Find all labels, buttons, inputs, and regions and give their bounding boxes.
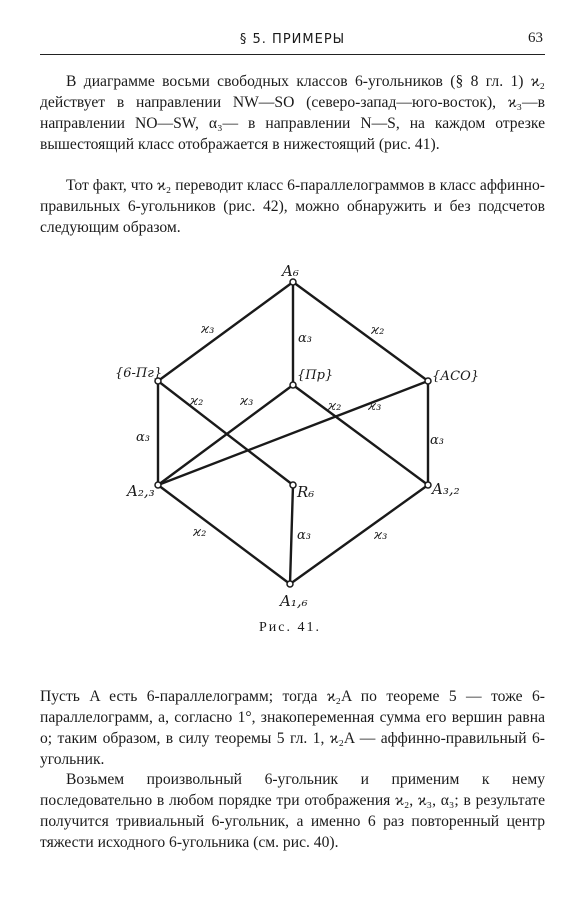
edge-top-right — [293, 282, 428, 381]
header-rule — [40, 54, 545, 55]
figure-caption: Рис. 41. — [259, 620, 321, 635]
paragraph-2 — [40, 175, 545, 238]
node-center-lower — [290, 482, 296, 488]
paragraph-4 — [40, 769, 545, 853]
paragraph-1-text: В диаграмме восьми свободных классов 6-угольников (§ 8 гл. 1) ϰ₂ действует в направлении NW—SO (северо-запад—юго-восток), ϰ₃—в направлении NO—SW, α₃— в направлении N—S, на каждом отрезке вышестоящий класс отображается в нижестоящий (рис. 41). — [40, 73, 545, 153]
edge-label-center-diag-left: ϰ₃ — [240, 394, 254, 409]
paragraph-2-text: Тот факт, что ϰ₂ переводит класс 6-параллелограммов в класс аффинно-правильных 6-угольников (рис. 42), можно обнаружить и без подсчетов следующим образом. — [40, 177, 545, 236]
edge-bottom-center — [290, 485, 293, 584]
edge-center-diag-right — [293, 385, 428, 485]
edge-label-bottom-center: α₃ — [297, 528, 311, 543]
running-title: § 5. ПРИМЕРЫ — [239, 32, 346, 47]
node-label-left: {6-Пг} — [115, 366, 163, 381]
edge-label-top-right: ϰ₂ — [371, 323, 385, 338]
node-left-lower — [155, 482, 161, 488]
paragraph-3 — [40, 686, 545, 770]
edge-label-left-diag: ϰ₂ — [190, 394, 204, 409]
paragraph-4-text: Возьмем произвольный 6-угольник и применим к нему последовательно в любом порядке три отображения ϰ₂, ϰ₃, α₃; в результате получится тривиальный 6-угольник, а именно 6 раз повторенный центр тяжести исходного 6-угольника (см. рис. 40). — [40, 771, 545, 851]
edge-label-bottom-left: ϰ₂ — [193, 525, 207, 540]
edge-label-bottom-right: ϰ₃ — [374, 528, 388, 543]
figure-41 — [0, 255, 580, 655]
node-label-center-lower: R₆ — [297, 483, 315, 501]
node-label-top: A₆ — [282, 262, 299, 280]
node-center-upper — [290, 382, 296, 388]
node-label-bottom: A₁,₆ — [280, 592, 308, 610]
paragraph-3-text: Пусть A есть 6-параллелограмм; тогда ϰ₂A по теореме 5 — тоже 6-параллелограмм, а, согласно 1°, знакопеременная сумма его вершин равна o; таким образом, в силу теоремы 5 гл. 1, ϰ₂A — аффинно-правильный 6-угольник. — [40, 688, 545, 768]
edge-label-center-diag-right: ϰ₂ — [328, 399, 342, 414]
cube-diagram — [0, 255, 580, 625]
paragraph-1 — [40, 71, 545, 155]
node-label-right-lower: A₃,₂ — [432, 480, 460, 498]
node-right-lower — [425, 482, 431, 488]
edge-bottom-left — [158, 485, 290, 584]
node-label-left-lower: A₂,₃ — [127, 482, 155, 500]
page-number: 63 — [528, 30, 543, 46]
page-header — [40, 30, 545, 52]
edge-top-left — [158, 282, 293, 381]
node-right — [425, 378, 431, 384]
node-label-right: {АСО} — [432, 369, 479, 384]
edge-label-top-left: ϰ₃ — [201, 322, 215, 337]
edge-label-right-vertical: α₃ — [430, 433, 444, 448]
node-label-center-upper: {Пр} — [297, 368, 334, 383]
edge-label-top-center: α₃ — [298, 331, 312, 346]
node-bottom — [287, 581, 293, 587]
edge-label-right-diag: ϰ₃ — [368, 399, 382, 414]
edge-label-left-vertical: α₃ — [136, 430, 150, 445]
